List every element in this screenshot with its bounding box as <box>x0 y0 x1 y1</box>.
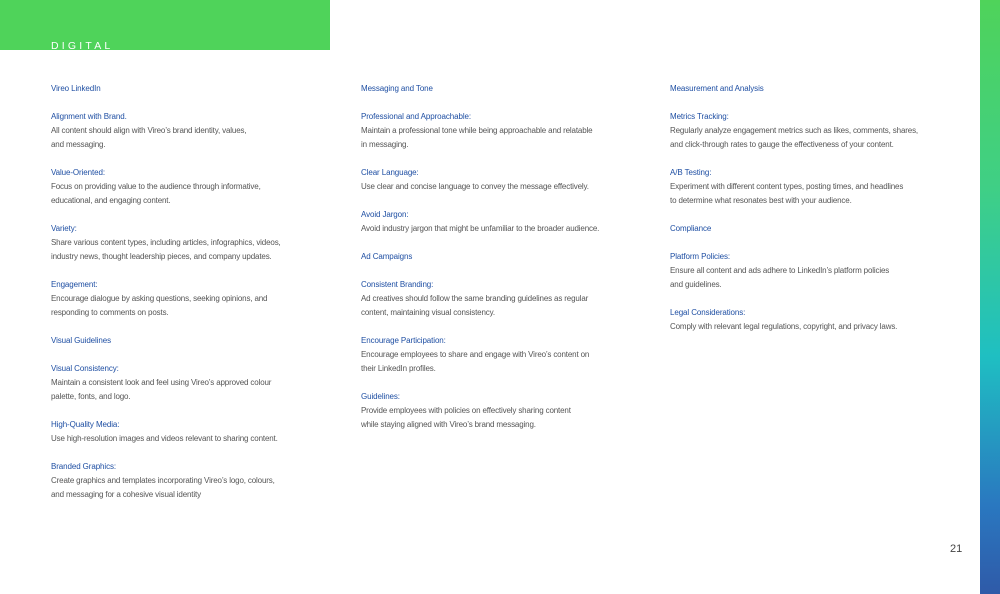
section-title-visual-guidelines: Visual Guidelines <box>51 336 111 345</box>
guideline-text: Avoid industry jargon that might be unfamiliar to the broader audience. <box>361 224 600 233</box>
guideline-title: Branded Graphics: <box>51 462 117 471</box>
guideline-title: Platform Policies: <box>670 252 730 261</box>
guideline-text: Use clear and concise language to convey the message effectively. <box>361 182 589 191</box>
guideline-title: Alignment with Brand. <box>51 112 127 121</box>
guideline-text: Use high-resolution images and videos relevant to sharing content. <box>51 434 278 443</box>
guideline-title: Metrics Tracking: <box>670 112 729 121</box>
column-measurement <box>670 82 965 348</box>
guideline-title: Visual Consistency: <box>51 364 119 373</box>
guideline-text: Comply with relevant legal regulations, copyright, and privacy laws. <box>670 322 898 331</box>
header-banner <box>0 0 330 50</box>
guideline-item <box>51 110 336 152</box>
guideline-title: High-Quality Media: <box>51 420 120 429</box>
guideline-text: Ad creatives should follow the same branding guidelines as regular content, maintaining visual consistency. <box>361 294 589 317</box>
guideline-text: Experiment with different content types, posting times, and headlines to determine what resonates best with your audience. <box>670 182 904 205</box>
guideline-title: Avoid Jargon: <box>361 210 409 219</box>
guideline-item <box>51 222 336 264</box>
guideline-text: Encourage employees to share and engage with Vireo’s content on their LinkedIn profiles. <box>361 350 590 373</box>
guideline-item <box>670 250 965 292</box>
section-title-linkedin: Vireo LinkedIn <box>51 84 101 93</box>
guideline-item <box>361 278 653 320</box>
column-messaging <box>361 82 653 446</box>
guideline-item <box>670 110 965 152</box>
guideline-text: Encourage dialogue by asking questions, seeking opinions, and responding to comments on posts. <box>51 294 268 317</box>
gradient-side-stripe <box>980 0 1000 594</box>
guideline-item <box>670 306 965 334</box>
section-title-messaging-tone: Messaging and Tone <box>361 84 433 93</box>
guideline-title: Professional and Approachable: <box>361 112 471 121</box>
guideline-text: Maintain a professional tone while being approachable and relatable in messaging. <box>361 126 593 149</box>
guideline-item <box>51 362 336 404</box>
section-title-compliance: Compliance <box>670 224 712 233</box>
guideline-item <box>670 166 965 208</box>
guideline-title: Consistent Branding: <box>361 280 434 289</box>
guideline-item <box>51 166 336 208</box>
guideline-title: Engagement: <box>51 280 98 289</box>
guideline-item <box>51 278 336 320</box>
section-title-ad-campaigns: Ad Campaigns <box>361 252 413 261</box>
guideline-item <box>361 390 653 432</box>
page-number: 21 <box>950 543 963 555</box>
guideline-title: Legal Considerations: <box>670 308 746 317</box>
guideline-text: Share various content types, including articles, infographics, videos, industry news, thought leadership pieces, and company updates. <box>51 238 281 261</box>
guideline-title: Guidelines: <box>361 392 400 401</box>
guideline-text: Create graphics and templates incorporating Vireo’s logo, colours, and messaging for a cohesive visual identity <box>51 476 275 499</box>
guideline-item <box>361 166 653 194</box>
guideline-text: Maintain a consistent look and feel using Vireo’s approved colour palette, fonts, and logo. <box>51 378 272 401</box>
guideline-text: Provide employees with policies on effectively sharing content while staying aligned with Vireo’s brand messaging. <box>361 406 571 429</box>
guideline-title: Encourage Participation: <box>361 336 446 345</box>
guideline-item <box>361 110 653 152</box>
guideline-item <box>51 460 336 502</box>
section-title-measurement: Measurement and Analysis <box>670 84 764 93</box>
guideline-item <box>361 334 653 376</box>
guideline-text: Focus on providing value to the audience through informative, educational, and engaging content. <box>51 182 261 205</box>
guideline-text: Regularly analyze engagement metrics such as likes, comments, shares, and click-through rates to gauge the effectiveness of your content. <box>670 126 918 149</box>
guideline-title: Value-Oriented: <box>51 168 105 177</box>
column-linkedin <box>51 82 336 516</box>
guideline-item <box>51 418 336 446</box>
guideline-title: A/B Testing: <box>670 168 712 177</box>
section-label: DIGITAL <box>51 40 114 52</box>
guideline-text: All content should align with Vireo’s brand identity, values, and messaging. <box>51 126 247 149</box>
guideline-title: Variety: <box>51 224 77 233</box>
guideline-item <box>361 208 653 236</box>
guideline-title: Clear Language: <box>361 168 419 177</box>
guideline-text: Ensure all content and ads adhere to LinkedIn’s platform policies and guidelines. <box>670 266 890 289</box>
